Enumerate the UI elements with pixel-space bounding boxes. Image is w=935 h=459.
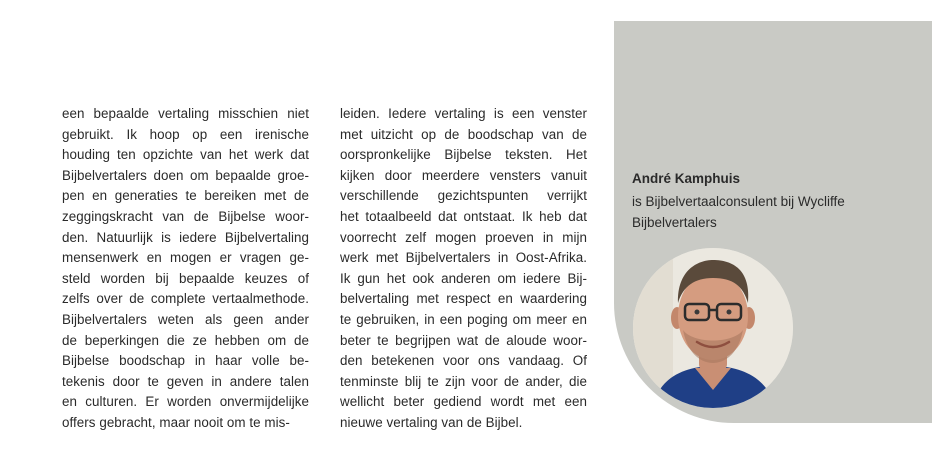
text-line: tekenis door te geven in andere talen: [62, 373, 309, 389]
author-role: is Bijbelvertaalconsulent bij Wycliffe Bijbelvertalers: [632, 194, 845, 230]
text-line: wellicht beter gediend wordt met een: [340, 394, 587, 410]
text-line: belvertaling met respect en waardering: [340, 291, 587, 307]
text-line: verschillende gezichtspunten verrijkt: [340, 188, 587, 204]
text-line: leiden. Iedere vertaling is een venster: [340, 106, 587, 121]
text-line: steld worden bij bepaalde keuzes of: [62, 270, 309, 286]
text-line: voorrecht zelf mogen proeven in mijn: [340, 229, 587, 245]
text-line: gebruikt. Ik hoop op een irenische: [62, 126, 309, 142]
text-line: te gebruiken, in een poging om meer en: [340, 311, 587, 327]
article-column-left: [62, 104, 309, 434]
text-line: Ik gun het ook anderen om iedere Bij-: [340, 270, 587, 286]
text-line: beter te begrijpen wat de aloude woor-: [340, 332, 587, 348]
text-line: oorspronkelijke Bijbelse teksten. Het: [340, 147, 587, 163]
text-line: Bijbelvertalers doen om bepaalde groe-: [62, 167, 309, 183]
text-line: met uitzicht op de boodschap van de: [340, 126, 587, 142]
text-line: den. Natuurlijk is iedere Bijbelvertaling: [62, 229, 309, 245]
text-line: kijken door meerdere vensters vanuit: [340, 167, 587, 183]
author-portrait: [633, 248, 793, 408]
text-line: zeggingskracht van de Bijbelse woor-: [62, 208, 309, 224]
text-line: een bepaalde vertaling misschien niet: [62, 106, 309, 121]
text-line: Bijbelvertalers weten als geen ander: [62, 311, 309, 327]
text-line: nieuwe vertaling van de Bijbel.: [340, 414, 523, 430]
article-column-right: [340, 104, 587, 434]
text-line: Bijbelse boodschap in haar volle be-: [62, 353, 309, 369]
text-line: tenminste blij te zijn voor de ander, die: [340, 373, 587, 389]
portrait-photo: [633, 248, 793, 408]
text-line: mensenwerk en mogen er vragen ge-: [62, 250, 309, 266]
text-line: offers gebracht, maar nooit om te mis-: [62, 414, 290, 430]
text-line: werk met Bijbelvertalers in Oost-Afrika.: [340, 250, 587, 266]
text-line: de beperkingen die ze hebben om de: [62, 332, 309, 348]
author-name: André Kamphuis: [632, 171, 741, 186]
text-line: den betekenen voor ons vandaag. Of: [340, 353, 587, 369]
text-line: het totaalbeeld dat ontstaat. Ik heb dat: [340, 208, 587, 224]
text-line: zelfs over de complete vertaalmethode.: [62, 291, 309, 307]
text-line: houding ten opzichte van het werk dat: [62, 147, 309, 163]
text-line: en culturen. Er worden onvermijdelijke: [62, 394, 309, 410]
text-line: pen en generaties te bereiken met de: [62, 188, 309, 204]
